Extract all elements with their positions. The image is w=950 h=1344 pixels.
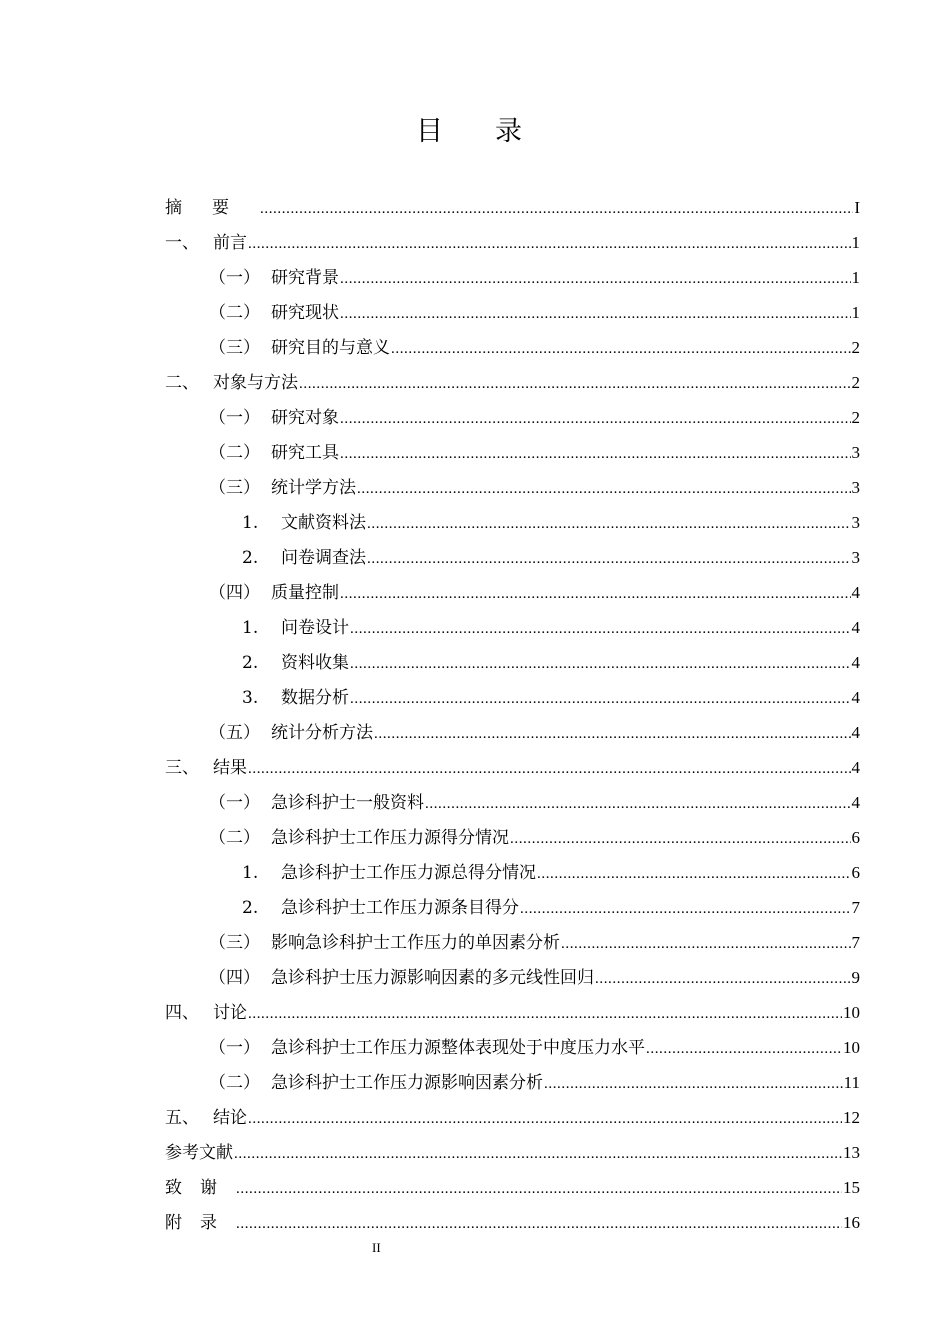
toc-entry-label: 参考文献 [165,1143,233,1163]
toc-entry[interactable] [165,645,860,680]
toc-leader-dots [248,997,842,1032]
toc-leader-dots [537,857,851,892]
toc-entry-number: （一） [209,793,260,813]
toc-entry[interactable] [165,890,860,925]
toc-entry[interactable] [165,610,860,645]
toc-entry-number: 3. [242,688,259,708]
toc-entry-number: （一） [209,408,260,428]
toc-leader-dots [520,892,851,927]
toc-entry-page: 1 [851,233,860,252]
toc-entry-number: （二） [209,1073,260,1093]
toc-entry-page: 3 [851,443,860,462]
toc-entry-label: 急诊科护士工作压力源条目得分 [281,898,519,918]
toc-entry-number: 2. [242,653,259,673]
toc-entry-page: 2 [851,408,860,427]
toc-entry-page: 11 [843,1073,860,1092]
toc-entry-number: （三） [209,478,260,498]
toc-leader-dots [646,1032,842,1067]
toc-entry[interactable] [165,785,860,820]
toc-leader-dots [248,227,851,262]
toc-entry-number: 2. [242,898,259,918]
toc-entry-label: 讨论 [213,1003,247,1023]
toc-entry-page: 1 [851,268,860,287]
toc-entry[interactable] [165,225,860,260]
toc-entry-page: 4 [851,618,860,637]
toc-entry-page: 4 [851,653,860,672]
toc-entry-number: 2. [242,548,259,568]
toc-entry-page: 10 [843,1003,860,1022]
toc-leader-dots [391,332,851,367]
toc-entry-label: 摘要 [165,198,259,218]
toc-entry[interactable] [165,995,860,1030]
page-title: 目录 [416,116,574,147]
toc-entry-number: （二） [209,443,260,463]
toc-entry-number: 1. [242,513,259,533]
toc-entry-label: 影响急诊科护士工作压力的单因素分析 [271,933,560,953]
toc-entry[interactable] [165,505,860,540]
toc-entry-label: 结论 [213,1108,247,1128]
toc-entry-page: 4 [851,793,860,812]
toc-leader-dots [299,367,851,402]
toc-leader-dots [561,927,851,962]
toc-leader-dots [350,647,851,682]
toc-entry[interactable] [165,190,860,225]
toc-entry-label: 文献资料法 [281,513,366,533]
toc-entry[interactable] [165,960,860,995]
toc-entry[interactable] [165,1135,860,1170]
toc-leader-dots [350,682,851,717]
toc-leader-dots [510,822,851,857]
toc-entry[interactable] [165,855,860,890]
toc-entry[interactable] [165,400,860,435]
toc-entry-label: 急诊科护士工作压力源总得分情况 [281,863,536,883]
toc-entry-page: 15 [843,1178,860,1197]
toc-entry-number: 1. [242,618,259,638]
toc-entry-number: （二） [209,828,260,848]
toc-leader-dots [340,402,851,437]
toc-entry-page: 1 [851,303,860,322]
toc-entry-page: 9 [851,968,860,987]
toc-entry[interactable] [165,330,860,365]
toc-entry[interactable] [165,1065,860,1100]
toc-entry-number: （一） [209,268,260,288]
toc-entry-label: 问卷设计 [281,618,349,638]
toc-entry[interactable] [165,295,860,330]
toc-entry-page: 3 [851,513,860,532]
toc-entry-label: 研究现状 [271,303,339,323]
toc-entry[interactable] [165,470,860,505]
toc-leader-dots [357,472,851,507]
toc-entry-label: 急诊科护士压力源影响因素的多元线性回归 [271,968,594,988]
toc-entry-label: 问卷调查法 [281,548,366,568]
toc-entry-page: 4 [851,688,860,707]
toc-entry-page: 4 [851,723,860,742]
toc-entry-label: 急诊科护士一般资料 [271,793,424,813]
toc-entry-label: 急诊科护士工作压力源整体表现处于中度压力水平 [271,1038,645,1058]
toc-entry[interactable] [165,750,860,785]
toc-entry-page: 2 [851,373,860,392]
toc-entry-label: 研究目的与意义 [271,338,390,358]
toc-entry[interactable] [165,1030,860,1065]
toc-entry[interactable] [165,365,860,400]
toc-entry-page: I [854,198,860,217]
toc-leader-dots [260,192,853,227]
toc-entry-label: 结果 [213,758,247,778]
toc-entry-number: 1. [242,863,259,883]
toc-entry-page: 3 [851,478,860,497]
toc-leader-dots [367,507,851,542]
toc-entry[interactable] [165,680,860,715]
toc-entry-label: 附录 [165,1213,235,1233]
toc-entry-number: 五、 [165,1108,199,1128]
toc-entry-label: 统计分析方法 [271,723,373,743]
toc-leader-dots [248,1102,842,1137]
toc-leader-dots [544,1067,843,1102]
toc-leader-dots [236,1172,842,1207]
toc-entry[interactable] [165,540,860,575]
toc-entry-page: 6 [851,828,860,847]
toc-entry[interactable] [165,925,860,960]
toc-entry-number: 四、 [165,1003,199,1023]
toc-leader-dots [595,962,851,997]
toc-leader-dots [248,752,851,787]
toc-entry-number: 一、 [165,233,199,253]
toc-entry[interactable] [165,1205,860,1240]
toc-leader-dots [425,787,851,822]
toc-leader-dots [340,297,851,332]
toc-entry-page: 12 [843,1108,860,1127]
toc-entry-label: 质量控制 [271,583,339,603]
toc-leader-dots [374,717,851,752]
toc-entry-page: 4 [851,758,860,777]
toc-entry-label: 研究对象 [271,408,339,428]
toc-entry[interactable] [165,435,860,470]
toc-leader-dots [340,262,851,297]
toc-entry-number: 三、 [165,758,199,778]
toc-entry-page: 3 [851,548,860,567]
toc-entry[interactable] [165,575,860,610]
toc-entry-page: 16 [843,1213,860,1232]
toc-entry-label: 急诊科护士工作压力源得分情况 [271,828,509,848]
toc-entry-page: 4 [851,583,860,602]
toc-entry-label: 统计学方法 [271,478,356,498]
toc-leader-dots [367,542,851,577]
toc-entry-label: 数据分析 [281,688,349,708]
toc-leader-dots [234,1137,842,1172]
toc-entry-label: 资料收集 [281,653,349,673]
footer-page-number: II [372,1240,381,1255]
toc-entry-number: （四） [209,583,260,603]
toc-entry-number: （五） [209,723,260,743]
toc-entry-page: 10 [843,1038,860,1057]
toc-entry[interactable] [165,260,860,295]
toc-leader-dots [340,437,851,472]
toc-entry-page: 7 [851,898,860,917]
toc-entry[interactable] [165,1170,860,1205]
toc-leader-dots [236,1207,842,1242]
toc-entry-number: （三） [209,338,260,358]
toc-entry[interactable] [165,715,860,750]
toc-entry-number: （四） [209,968,260,988]
toc-leader-dots [350,612,851,647]
toc-entry-page: 2 [851,338,860,357]
toc-entry-label: 前言 [213,233,247,253]
toc-entry-label: 致谢 [165,1178,235,1198]
toc-entry[interactable] [165,820,860,855]
toc-entry-number: （三） [209,933,260,953]
toc-entry[interactable] [165,1100,860,1135]
toc-entry-page: 6 [851,863,860,882]
toc-entry-label: 研究工具 [271,443,339,463]
toc-entry-page: 7 [851,933,860,952]
table-of-contents [165,190,860,1240]
toc-entry-number: （二） [209,303,260,323]
toc-entry-number: （一） [209,1038,260,1058]
toc-entry-page: 13 [843,1143,860,1162]
toc-entry-number: 二、 [165,373,199,393]
toc-entry-label: 对象与方法 [213,373,298,393]
toc-entry-label: 急诊科护士工作压力源影响因素分析 [271,1073,543,1093]
toc-entry-label: 研究背景 [271,268,339,288]
toc-leader-dots [340,577,851,612]
